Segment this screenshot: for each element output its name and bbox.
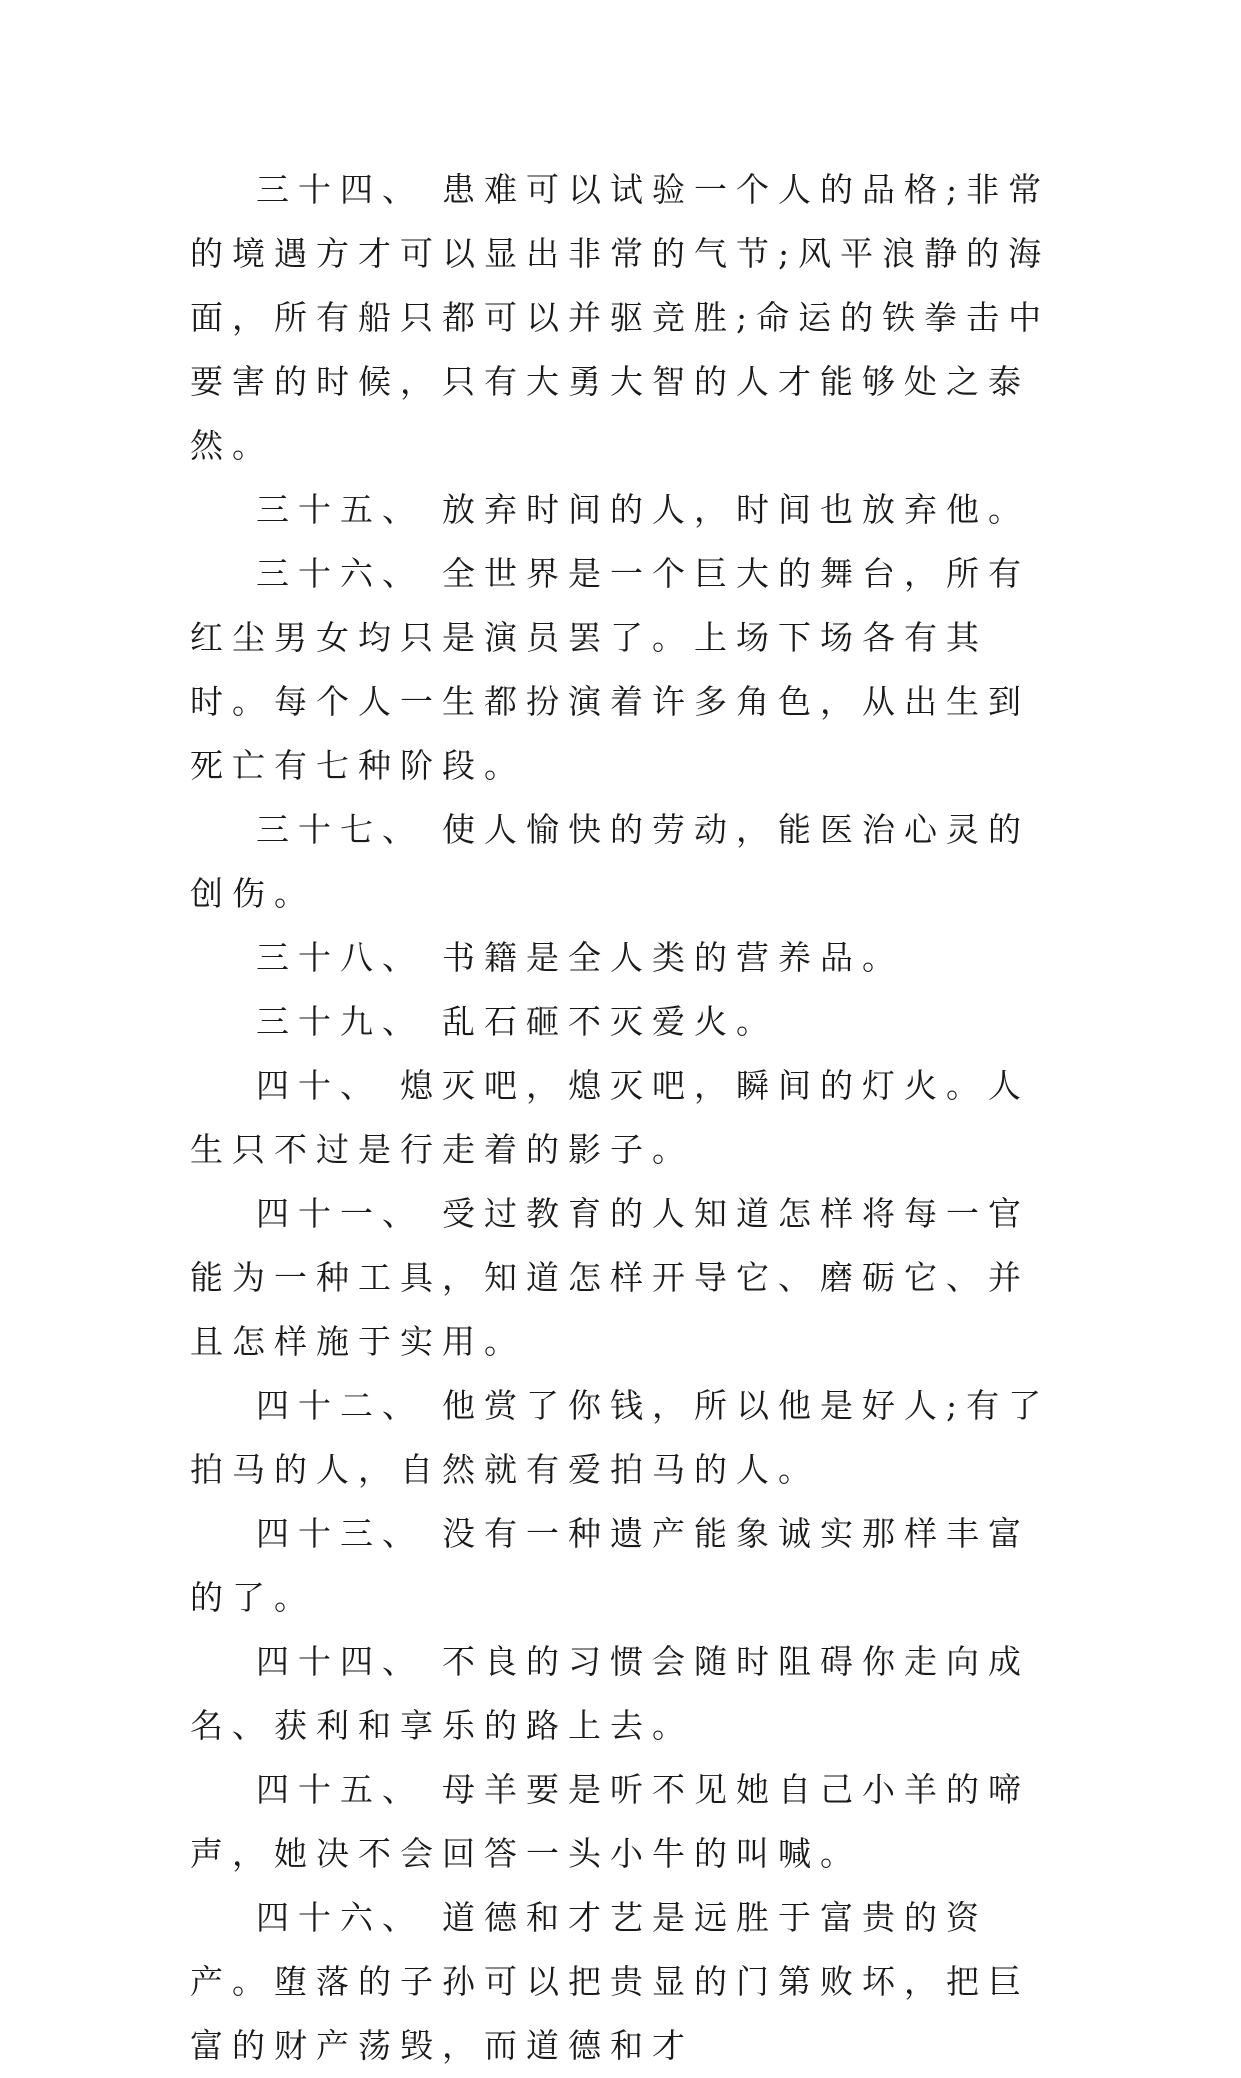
paragraph-number: 四十二、 — [256, 1386, 424, 1425]
paragraph-34 — [190, 158, 1060, 478]
paragraph-number: 四十四、 — [256, 1642, 424, 1681]
paragraph-46 — [190, 1886, 1060, 2078]
paragraph-number: 三十六、 — [256, 554, 424, 593]
paragraph-text: 放弃时间的人，时间也放弃他。 — [442, 490, 1030, 529]
paragraph-text: 道德和才艺是远胜于富贵的资产。堕落的子孙可以把贵显的门第败坏，把巨富的财产荡毁，而道德和才 — [190, 1898, 1030, 2065]
document-body — [190, 158, 1060, 2078]
paragraph-number: 三十八、 — [256, 938, 424, 977]
paragraph-text: 患难可以试验一个人的品格;非常的境遇方才可以显出非常的气节;风平浪静的海面，所有船只都可以并驱竞胜;命运的铁拳击中要害的时候，只有大勇大智的人才能够处之泰然。 — [190, 170, 1051, 465]
paragraph-text: 他赏了你钱，所以他是好人;有了拍马的人，自然就有爱拍马的人。 — [190, 1386, 1051, 1489]
paragraph-text: 受过教育的人知道怎样将每一官能为一种工具，知道怎样开导它、磨砺它、并且怎样施于实用。 — [190, 1194, 1030, 1361]
paragraph-number: 四十五、 — [256, 1770, 424, 1809]
paragraph-36 — [190, 542, 1060, 798]
paragraph-39 — [190, 990, 1060, 1054]
paragraph-text: 全世界是一个巨大的舞台，所有红尘男女均只是演员罢了。上场下场各有其时。每个人一生都扮演着许多角色，从出生到死亡有七种阶段。 — [190, 554, 1030, 785]
paragraph-35 — [190, 478, 1060, 542]
paragraph-number: 三十五、 — [256, 490, 424, 529]
paragraph-43 — [190, 1502, 1060, 1630]
paragraph-44 — [190, 1630, 1060, 1758]
paragraph-text: 母羊要是听不见她自己小羊的啼声，她决不会回答一头小牛的叫喊。 — [190, 1770, 1030, 1873]
paragraph-38 — [190, 926, 1060, 990]
paragraph-text: 书籍是全人类的营养品。 — [442, 938, 904, 977]
paragraph-number: 四十六、 — [256, 1898, 424, 1937]
paragraph-number: 三十四、 — [256, 170, 424, 209]
paragraph-number: 四十一、 — [256, 1194, 424, 1233]
paragraph-number: 三十九、 — [256, 1002, 424, 1041]
paragraph-number: 四十三、 — [256, 1514, 424, 1553]
paragraph-text: 没有一种遗产能象诚实那样丰富的了。 — [190, 1514, 1030, 1617]
paragraph-number: 四十、 — [256, 1066, 382, 1105]
paragraph-text: 熄灭吧，熄灭吧，瞬间的灯火。人生只不过是行走着的影子。 — [190, 1066, 1030, 1169]
paragraph-text: 使人愉快的劳动，能医治心灵的创伤。 — [190, 810, 1030, 913]
paragraph-37 — [190, 798, 1060, 926]
paragraph-42 — [190, 1374, 1060, 1502]
paragraph-45 — [190, 1758, 1060, 1886]
paragraph-40 — [190, 1054, 1060, 1182]
paragraph-text: 乱石砸不灭爱火。 — [442, 1002, 778, 1041]
paragraph-41 — [190, 1182, 1060, 1374]
paragraph-number: 三十七、 — [256, 810, 424, 849]
paragraph-text: 不良的习惯会随时阻碍你走向成名、获利和享乐的路上去。 — [190, 1642, 1030, 1745]
